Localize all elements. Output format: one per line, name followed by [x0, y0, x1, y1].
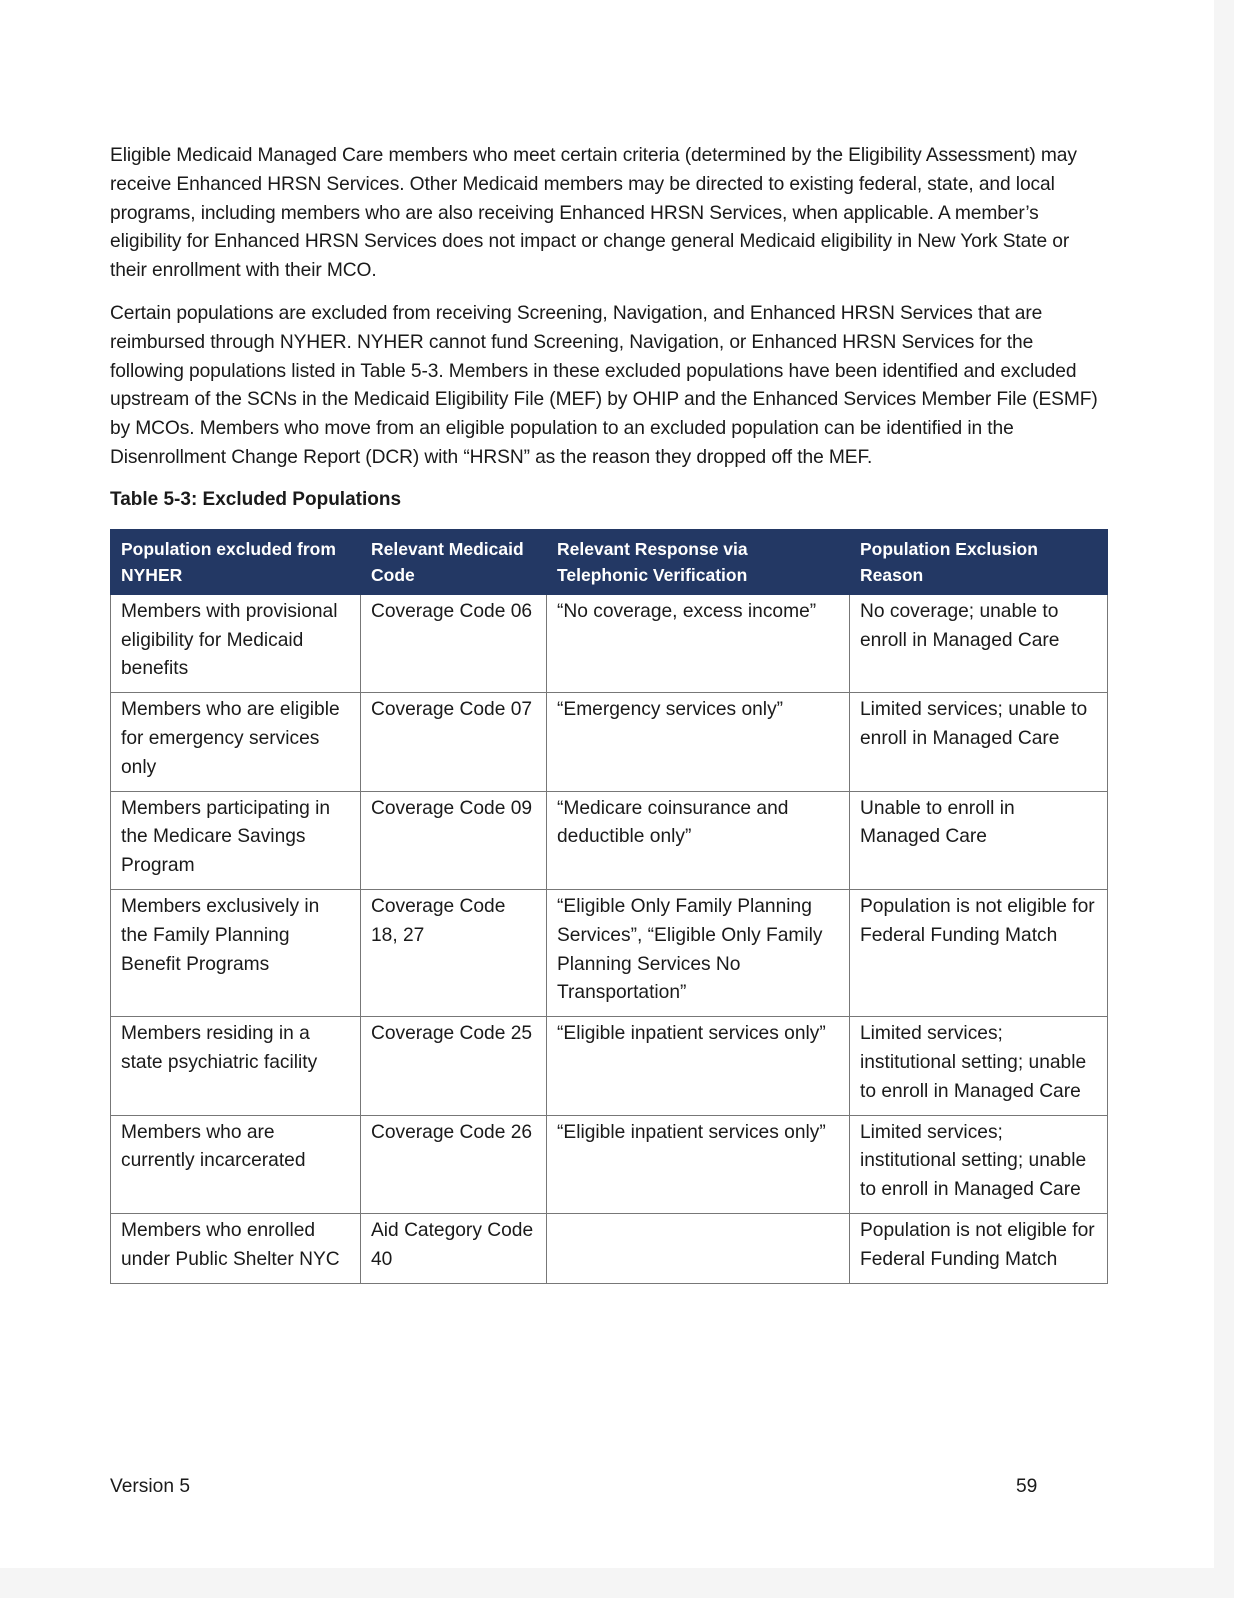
cell-telephonic-response: “Eligible inpatient services only”: [547, 1115, 850, 1213]
cell-telephonic-response: “Eligible inpatient services only”: [547, 1017, 850, 1115]
cell-medicaid-code: Aid Category Code 40: [361, 1213, 547, 1283]
cell-population: Members with provisional eligibility for Medicaid benefits: [111, 594, 361, 692]
table-row: [111, 889, 1108, 1016]
cell-exclusion-reason: No coverage; unable to enroll in Managed Care: [850, 594, 1108, 692]
cell-medicaid-code: Coverage Code 09: [361, 791, 547, 889]
table-row: [111, 791, 1108, 889]
cell-telephonic-response: [547, 1213, 850, 1283]
cell-telephonic-response: “Emergency services only”: [547, 693, 850, 791]
table-row: [111, 1213, 1108, 1283]
table-row: [111, 1017, 1108, 1115]
cell-population: Members who enrolled under Public Shelter NYC: [111, 1213, 361, 1283]
header-population: Population excluded from NYHER: [111, 529, 361, 594]
cell-exclusion-reason: Limited services; institutional setting; unable to enroll in Managed Care: [850, 1115, 1108, 1213]
paragraph-eligibility: Eligible Medicaid Managed Care members who meet certain criteria (determined by the Eligibility Assessment) may receive Enhanced HRSN Services. Other Medicaid members may be directed to existing federal, state, and local programs, including members who are also receiving Enhanced HRSN Services, when applicable. A member’s eligibility for Enhanced HRSN Services does not impact or change general Medicaid eligibility in New York State or their enrollment with their MCO.: [110, 145, 1077, 282]
header-telephonic-response: Relevant Response via Telephonic Verification: [547, 529, 850, 594]
cell-telephonic-response: “No coverage, excess income”: [547, 594, 850, 692]
cell-exclusion-reason: Limited services; institutional setting; unable to enroll in Managed Care: [850, 1017, 1108, 1115]
cell-telephonic-response: “Medicare coinsurance and deductible only”: [547, 791, 850, 889]
cell-population: Members exclusively in the Family Planning Benefit Programs: [111, 889, 361, 1016]
cell-exclusion-reason: Population is not eligible for Federal Funding Match: [850, 889, 1108, 1016]
cell-exclusion-reason: Unable to enroll in Managed Care: [850, 791, 1108, 889]
header-exclusion-reason: Population Exclusion Reason: [850, 529, 1108, 594]
cell-exclusion-reason: Limited services; unable to enroll in Managed Care: [850, 693, 1108, 791]
cell-medicaid-code: Coverage Code 25: [361, 1017, 547, 1115]
cell-telephonic-response: “Eligible Only Family Planning Services”, “Eligible Only Family Planning Services No Transportation”: [547, 889, 850, 1016]
excluded-populations-table: [110, 529, 1108, 1284]
page-content: [110, 142, 1110, 1284]
table-row: [111, 1115, 1108, 1213]
cell-population: Members who are eligible for emergency services only: [111, 693, 361, 791]
cell-medicaid-code: Coverage Code 26: [361, 1115, 547, 1213]
footer-version: Version 5: [110, 1476, 191, 1497]
table-caption: Table 5-3: Excluded Populations: [110, 488, 402, 510]
header-medicaid-code: Relevant Medicaid Code: [361, 529, 547, 594]
cell-population: Members who are currently incarcerated: [111, 1115, 361, 1213]
cell-medicaid-code: Coverage Code 06: [361, 594, 547, 692]
table-row: [111, 594, 1108, 692]
paragraph-excluded-populations: Certain populations are excluded from receiving Screening, Navigation, and Enhanced HRSN Services that are reimbursed through NYHER. NYHER cannot fund Screening, Navigation, or Enhanced HRSN Services for the following populations listed in Table 5-3. Members in these excluded populations have been identified and excluded upstream of the SCNs in the Medicaid Eligibility File (MEF) by OHIP and the Enhanced Services Member File (ESMF) by MCOs. Members who move from an eligible population to an excluded population can be identified in the Disenrollment Change Report (DCR) with “HRSN” as the reason they dropped off the MEF.: [110, 302, 1098, 468]
cell-population: Members residing in a state psychiatric facility: [111, 1017, 361, 1115]
cell-medicaid-code: Coverage Code 07: [361, 693, 547, 791]
table-header-row: [111, 529, 1108, 594]
cell-medicaid-code: Coverage Code 18, 27: [361, 889, 547, 1016]
cell-population: Members participating in the Medicare Savings Program: [111, 791, 361, 889]
footer-page-number: 59: [1016, 1476, 1038, 1497]
cell-exclusion-reason: Population is not eligible for Federal Funding Match: [850, 1213, 1108, 1283]
table-row: [111, 693, 1108, 791]
